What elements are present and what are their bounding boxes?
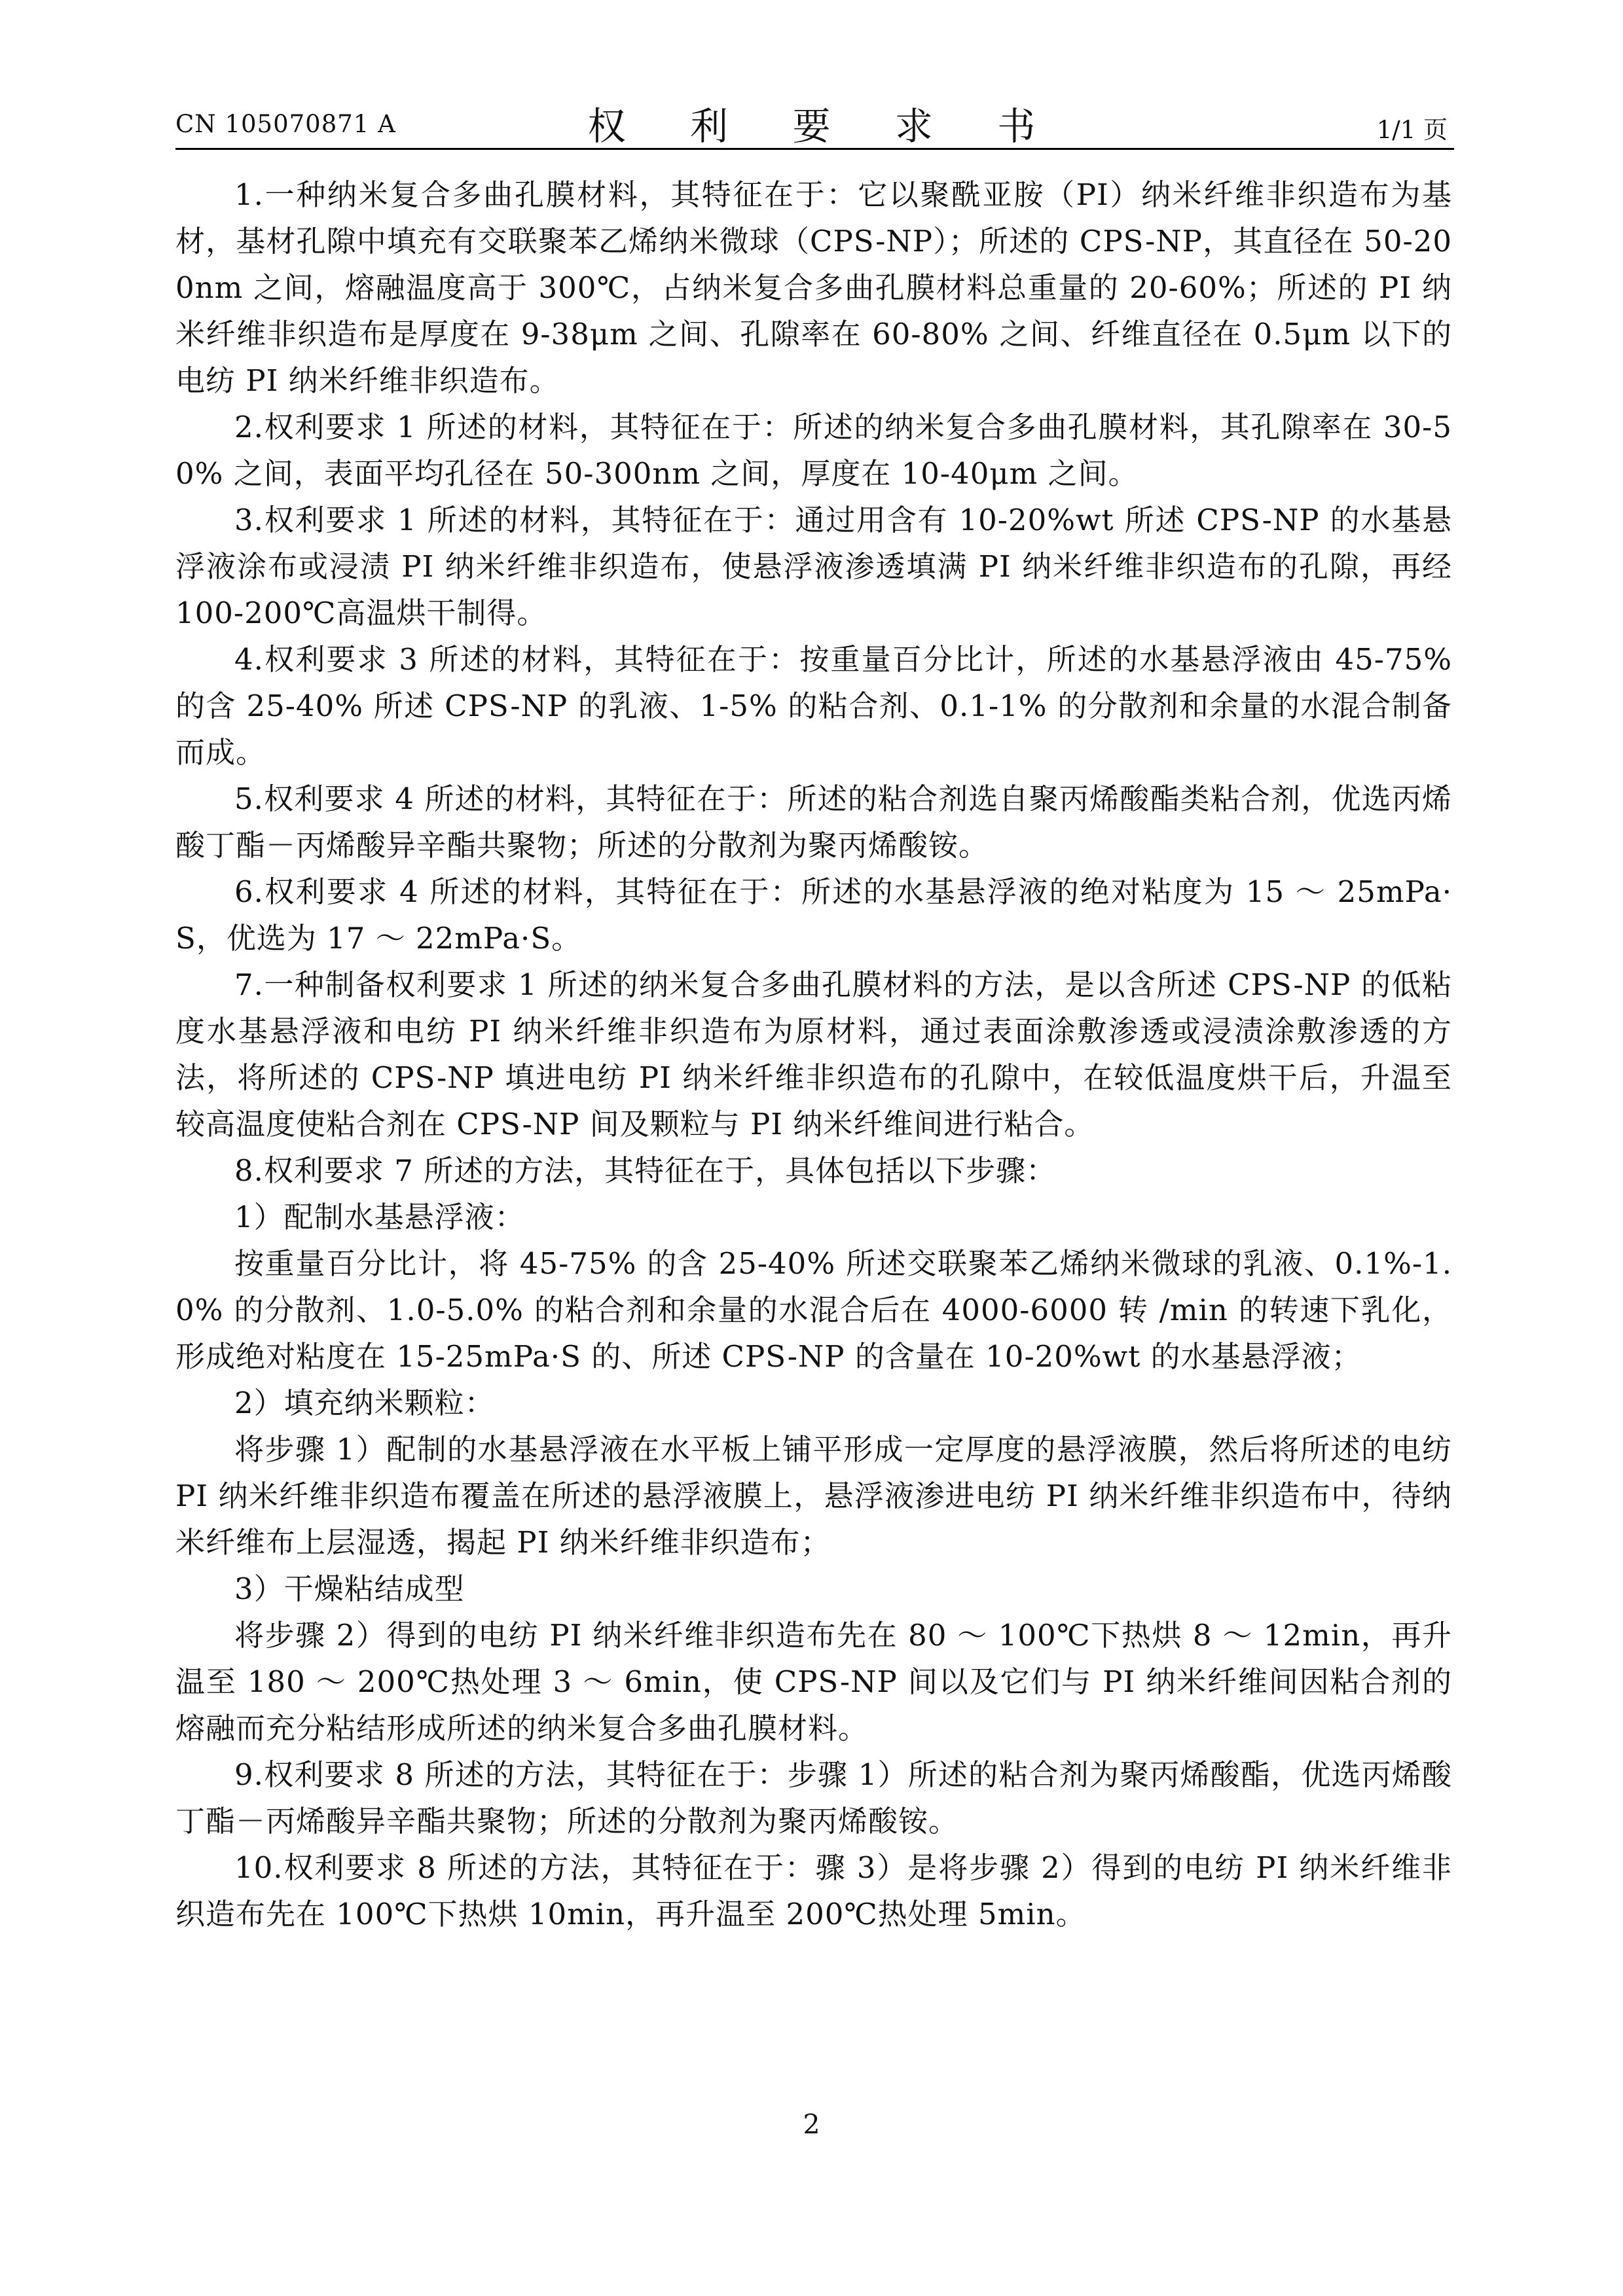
claim-9: 9.权利要求 8 所述的方法，其特征在于：步骤 1）所述的粘合剂为聚丙烯酸酯，优选丙烯酸丁酯－丙烯酸异辛酯共聚物；所述的分散剂为聚丙烯酸铵。 — [175, 1757, 1452, 1839]
claim-7: 7.一种制备权利要求 1 所述的纳米复合多曲孔膜材料的方法，是以含所述 CPS-NP 的低粘度水基悬浮液和电纺 PI 纳米纤维非织造布为原材料，通过表面涂敷渗透或浸渍涂敷渗透的方法，将所述的 CPS-NP 填进电纺 PI 纳米纤维非织造布的孔隙中，在较低温度烘干后，升温至较高温度使粘合剂在 CPS-NP 间及颗粒与 PI 纳米纤维间进行粘合。 — [175, 967, 1452, 1141]
claim-8-step-2-heading: 2）填充纳米颗粒： — [234, 1386, 495, 1420]
claims-body — [175, 171, 1452, 1937]
claim-3: 3.权利要求 1 所述的材料，其特征在于：通过用含有 10-20%wt 所述 CPS-NP 的水基悬浮液涂布或浸渍 PI 纳米纤维非织造布，使悬浮液渗透填满 PI 纳米纤维非织造布的孔隙，再经 100-200℃高温烘干制得。 — [175, 503, 1452, 630]
header-divider — [175, 148, 1454, 150]
page-number: 2 — [803, 2109, 820, 2140]
claim-8-step-1-text: 按重量百分比计，将 45-75% 的含 25-40% 所述交联聚苯乙烯纳米微球的乳液、0.1%-1.0% 的分散剂、1.0-5.0% 的粘合剂和余量的水混合后在 4000-6000 转 /min 的转速下乳化，形成绝对粘度在 15-25mPa·S 的、所述 CPS-NP 的含量在 10-20%wt 的水基悬浮液； — [175, 1246, 1452, 1374]
claim-4: 4.权利要求 3 所述的材料，其特征在于：按重量百分比计，所述的水基悬浮液由 45-75% 的含 25-40% 所述 CPS-NP 的乳液、1-5% 的粘合剂、0.1-1% 的分散剂和余量的水混合制备而成。 — [175, 642, 1452, 770]
claim-8-step-2-text: 将步骤 1）配制的水基悬浮液在水平板上铺平形成一定厚度的悬浮液膜，然后将所述的电纺 PI 纳米纤维非织造布覆盖在所述的悬浮液膜上，悬浮液渗进电纺 PI 纳米纤维非织造布中，待纳米纤维布上层湿透，揭起 PI 纳米纤维非织造布； — [175, 1432, 1452, 1560]
page-indicator: 1/1 页 — [1376, 116, 1448, 144]
claim-8-step-1-heading: 1）配制水基悬浮液： — [234, 1200, 525, 1234]
claim-8: 8.权利要求 7 所述的方法，其特征在于，具体包括以下步骤： — [234, 1153, 1057, 1188]
claim-5: 5.权利要求 4 所述的材料，其特征在于：所述的粘合剂选自聚丙烯酸酯类粘合剂，优选丙烯酸丁酯－丙烯酸异辛酯共聚物；所述的分散剂为聚丙烯酸铵。 — [175, 781, 1452, 863]
claim-1: 1.一种纳米复合多曲孔膜材料，其特征在于：它以聚酰亚胺（PI）纳米纤维非织造布为基材，基材孔隙中填充有交联聚苯乙烯纳米微球（CPS-NP）；所述的 CPS-NP，其直径在 50-200nm 之间，熔融温度高于 300℃，占纳米复合多曲孔膜材料总重量的 20-60%；所述的 PI 纳米纤维非织造布是厚度在 9-38μm 之间、孔隙率在 60-80% 之间、纤维直径在 0.5μm 以下的电纺 PI 纳米纤维非织造布。 — [175, 177, 1452, 398]
claim-8-step-3-text: 将步骤 2）得到的电纺 PI 纳米纤维非织造布先在 80 ～ 100℃下热烘 8 ～ 12min，再升温至 180 ～ 200℃热处理 3 ～ 6min，使 CPS-NP 间以及它们与 PI 纳米纤维间因粘合剂的熔融而充分粘结形成所述的纳米复合多曲孔膜材料。 — [175, 1618, 1452, 1746]
claim-2: 2.权利要求 1 所述的材料，其特征在于：所述的纳米复合多曲孔膜材料，其孔隙率在 30-50% 之间，表面平均孔径在 50-300nm 之间，厚度在 10-40μm 之间。 — [175, 410, 1452, 491]
page-title: 权 利 要 求 书 — [587, 104, 1062, 149]
claim-10: 10.权利要求 8 所述的方法，其特征在于：骤 3）是将步骤 2）得到的电纺 PI 纳米纤维非织造布先在 100℃下热烘 10min，再升温至 200℃热处理 5min。 — [175, 1850, 1452, 1931]
claim-8-step-3-heading: 3）干燥粘结成型 — [234, 1571, 465, 1606]
claim-6: 6.权利要求 4 所述的材料，其特征在于：所述的水基悬浮液的绝对粘度为 15 ～ 25mPa·S，优选为 17 ～ 22mPa·S。 — [175, 874, 1452, 956]
patent-number: CN 105070871 A — [175, 110, 396, 138]
